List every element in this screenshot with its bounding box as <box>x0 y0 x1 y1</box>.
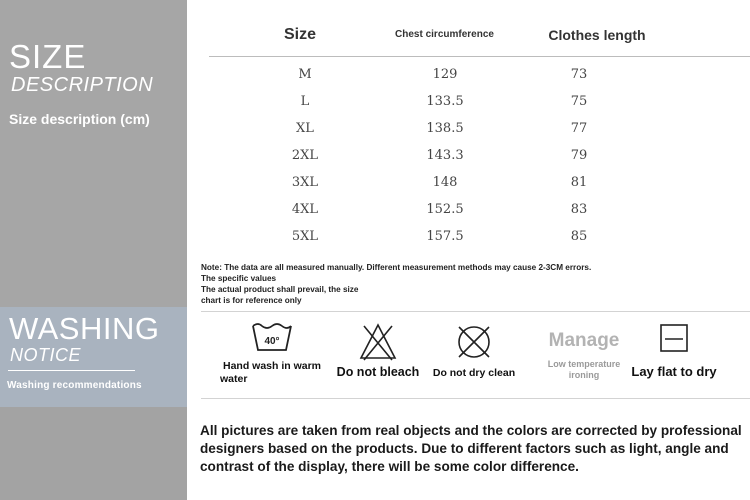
size-subtitle: DESCRIPTION <box>11 74 154 96</box>
no-bleach-label: Do not bleach <box>336 365 420 379</box>
header-divider <box>209 56 750 57</box>
measurement-note <box>201 262 701 306</box>
note-line: The specific values <box>201 274 277 283</box>
size-description-label: Size description (cm) <box>9 111 150 127</box>
cell-chest: 143.3 <box>426 148 464 163</box>
cell-length: 79 <box>570 148 588 163</box>
iron-title: Manage <box>548 330 620 351</box>
cell-size: 3XL <box>291 175 319 190</box>
cell-chest: 129 <box>432 67 458 82</box>
table-row <box>187 143 750 169</box>
no-bleach-icon <box>358 322 398 362</box>
care-hand-wash <box>214 322 330 386</box>
washing-section-header <box>0 307 187 407</box>
cell-size: 4XL <box>291 202 319 217</box>
cell-size: M <box>298 67 312 82</box>
care-no-bleach <box>330 322 426 379</box>
header-size: Size <box>283 26 316 43</box>
table-row <box>187 224 750 250</box>
cell-chest: 133.5 <box>426 94 464 109</box>
table-row <box>187 89 750 115</box>
lay-flat-icon <box>659 322 689 354</box>
cell-size: 2XL <box>291 148 319 163</box>
washing-recommendations-label: Washing recommendations <box>7 380 142 391</box>
note-line: The actual product shall prevail, the size <box>201 285 359 294</box>
header-chest: Chest circumference <box>395 29 494 40</box>
cell-length: 75 <box>570 94 588 109</box>
hand-wash-label: Hand wash in warm water <box>220 360 322 385</box>
table-row <box>187 62 750 88</box>
note-line: Note: The data are all measured manually. Different measurement methods may cause 2-3CM errors. <box>201 263 592 272</box>
care-no-dry-clean <box>426 322 522 379</box>
hand-wash-icon <box>251 322 293 354</box>
cell-chest: 152.5 <box>426 202 464 217</box>
cell-length: 73 <box>570 67 588 82</box>
care-divider-bottom <box>201 398 750 399</box>
care-divider-top <box>201 311 750 312</box>
lay-flat-label: Lay flat to dry <box>631 364 717 379</box>
cell-chest: 138.5 <box>426 121 464 136</box>
size-section-header <box>0 0 187 307</box>
wash-temp: 40° <box>264 336 280 347</box>
washing-title: WASHING <box>9 311 160 346</box>
iron-label: Low temperature ironing <box>547 359 621 380</box>
table-row <box>187 197 750 223</box>
note-line: chart is for reference only <box>201 296 302 305</box>
care-lay-flat <box>622 322 726 379</box>
washing-divider <box>8 370 135 371</box>
size-title: SIZE <box>9 38 87 75</box>
table-row <box>187 116 750 142</box>
cell-length: 85 <box>570 229 588 244</box>
header-length: Clothes length <box>548 27 646 43</box>
cell-chest: 157.5 <box>426 229 464 244</box>
color-disclaimer: All pictures are taken from real objects and the colors are corrected by professional designers based on the products. Due to different factors such as light, angle and contrast of the display, there will be some color difference. <box>200 423 742 474</box>
cell-size: XL <box>296 121 314 136</box>
table-row <box>187 170 750 196</box>
washing-subtitle: NOTICE <box>10 345 82 365</box>
cell-size: 5XL <box>291 229 319 244</box>
no-dry-clean-label: Do not dry clean <box>432 367 516 379</box>
no-dry-clean-icon <box>454 322 494 362</box>
cell-length: 81 <box>570 175 588 190</box>
cell-length: 83 <box>570 202 588 217</box>
cell-chest: 148 <box>432 175 458 190</box>
cell-length: 77 <box>570 121 588 136</box>
cell-size: L <box>300 94 310 109</box>
